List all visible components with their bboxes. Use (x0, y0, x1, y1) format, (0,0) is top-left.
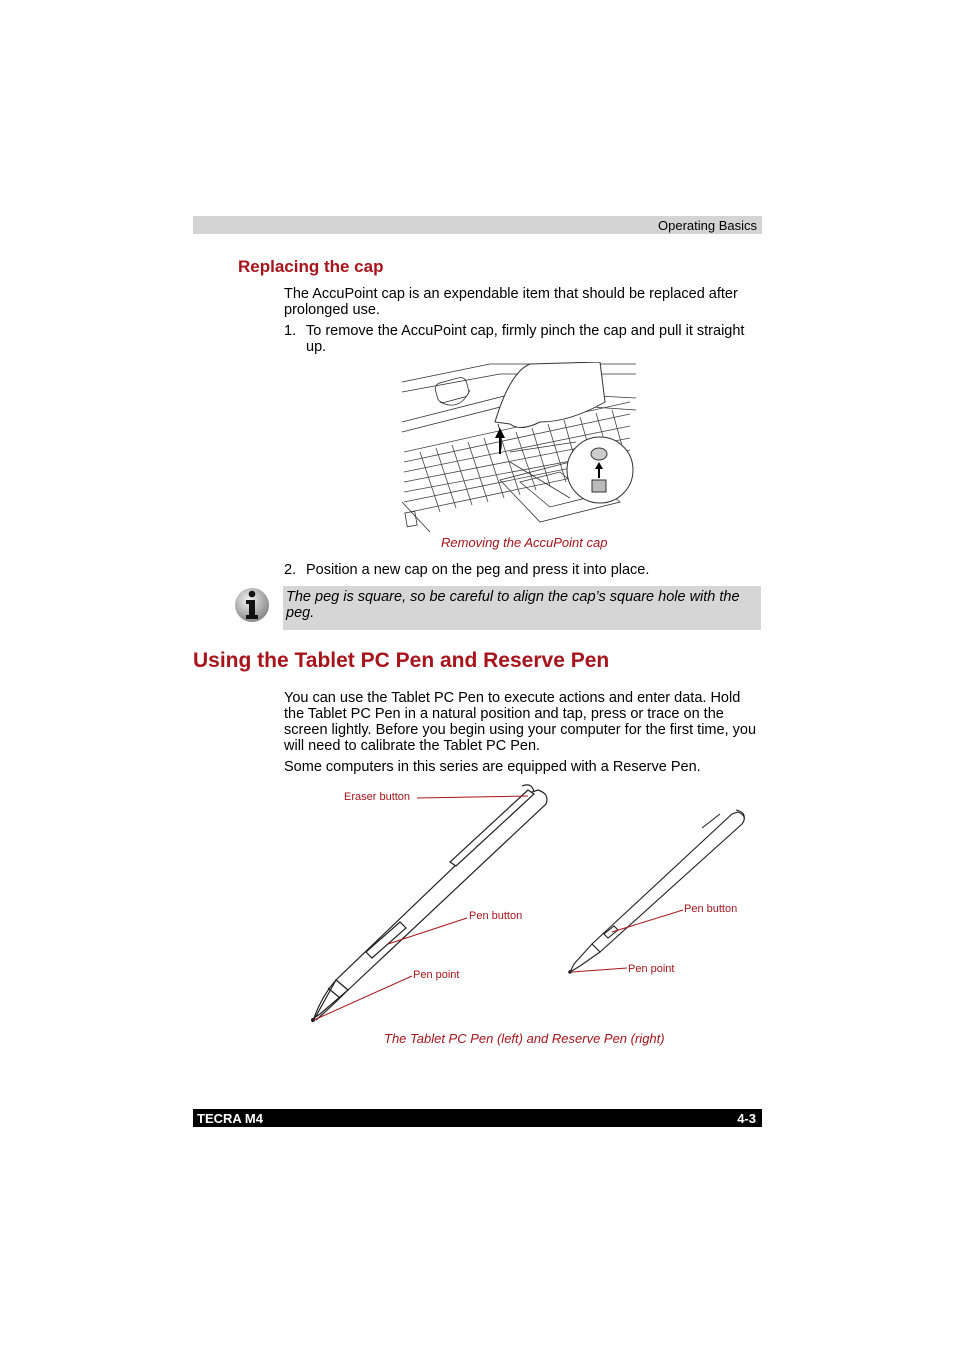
label-pen-point-right: Pen point (628, 963, 675, 975)
label-pen-button-left: Pen button (469, 910, 523, 922)
footer-page-number: 4-3 (737, 1111, 756, 1126)
page-footer (193, 1109, 762, 1127)
label-pen-button-right: Pen button (684, 903, 738, 915)
step-1-number: 1. (284, 323, 297, 339)
section-heading-replacing-cap: Replacing the cap (238, 257, 384, 276)
info-icon (232, 586, 272, 624)
note-box (283, 586, 761, 630)
intro-paragraph: The AccuPoint cap is an expendable item that should be replaced after prolonged use. (284, 286, 738, 318)
pen-paragraph-1: You can use the Tablet PC Pen to execute actions and enter data. Hold the Tablet PC Pen in a natural position and tap, press or trace on the screen lightly. Before you begin using your computer for the first time, you will need to calibrate the Tablet PC Pen. (284, 690, 757, 754)
step-2-number: 2. (284, 562, 297, 578)
page-header (193, 216, 762, 234)
figure-caption-accupoint: Removing the AccuPoint cap (441, 535, 608, 550)
label-eraser-button: Eraser button (344, 791, 411, 803)
step-1-text: To remove the AccuPoint cap, firmly pinch the cap and pull it straight up. (306, 323, 745, 355)
step-2-text: Position a new cap on the peg and press it into place. (306, 562, 650, 578)
note-text: The peg is square, so be careful to align the cap’s square hole with the peg. (286, 589, 740, 621)
section-heading-pen: Using the Tablet PC Pen and Reserve Pen (193, 649, 610, 672)
label-pen-point-left: Pen point (413, 969, 460, 981)
footer-product-name: TECRA M4 (197, 1111, 263, 1126)
pen-paragraph-2: Some computers in this series are equipped with a Reserve Pen. (284, 759, 701, 775)
figure-caption-pens: The Tablet PC Pen (left) and Reserve Pen (right) (384, 1031, 665, 1046)
accupoint-removal-illustration (400, 362, 636, 532)
header-section-title: Operating Basics (658, 218, 757, 233)
